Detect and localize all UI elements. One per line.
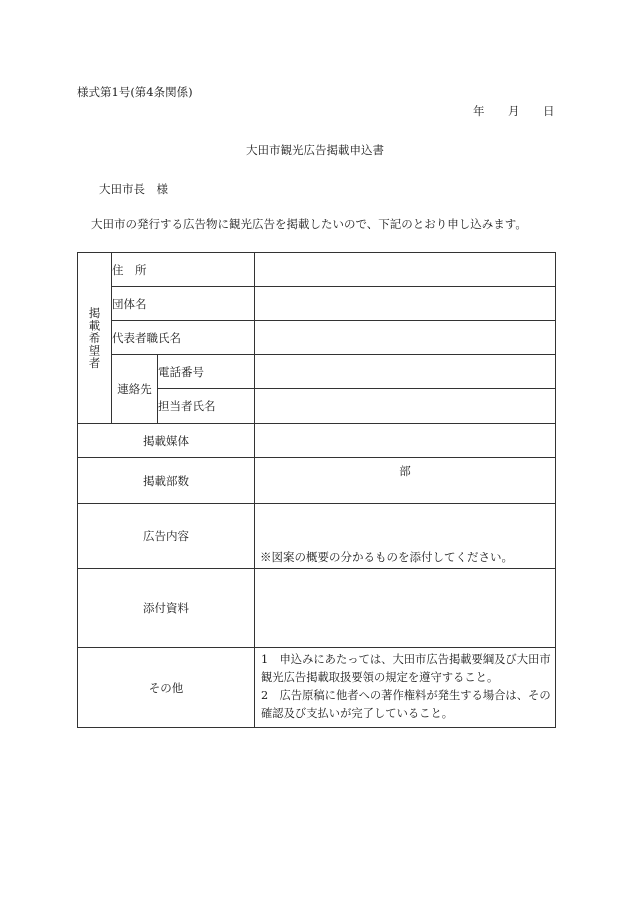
content-field[interactable] (255, 504, 556, 569)
media-label: 掲載媒体 (78, 424, 255, 458)
content-label: 広告内容 (78, 504, 255, 569)
application-form-table (77, 252, 556, 728)
date-year-label: 年 (473, 104, 485, 118)
address-label: 住 所 (112, 253, 255, 287)
person-in-charge-label: 担当者氏名 (158, 389, 255, 424)
other-note-2: 2 広告原稿に他者への著作権料が発生する場合は、その確認及び支払いが完了していること。 (261, 689, 551, 720)
copies-label: 掲載部数 (78, 458, 255, 504)
applicant-group-label: 掲載希望者 (78, 253, 112, 424)
intro-text: 大田市の発行する広告物に観光広告を掲載したいので、下記のとおり申し込みます。 (91, 217, 527, 231)
attachments-field[interactable] (255, 569, 556, 648)
person-in-charge-field[interactable] (255, 389, 556, 424)
document-title: 大田市観光広告掲載申込書 (246, 143, 384, 157)
date-day-label: 日 (543, 104, 555, 118)
addressee: 大田市長 様 (99, 182, 168, 196)
copies-field[interactable] (255, 458, 556, 504)
org-name-label: 団体名 (112, 287, 255, 321)
attachments-label: 添付資料 (78, 569, 255, 648)
content-note: ※図案の概要の分かるものを添付してください。 (260, 550, 513, 564)
address-field[interactable] (255, 253, 556, 287)
representative-field[interactable] (255, 321, 556, 355)
representative-label: 代表者職氏名 (112, 321, 255, 355)
contact-label: 連絡先 (112, 355, 158, 424)
form-number: 様式第1号(第4条関係) (77, 85, 193, 99)
copies-unit: 部 (399, 464, 411, 478)
date-month-label: 月 (508, 104, 520, 118)
media-field[interactable] (255, 424, 556, 458)
other-label: その他 (78, 648, 255, 728)
org-name-field[interactable] (255, 287, 556, 321)
phone-label: 電話番号 (158, 355, 255, 389)
phone-field[interactable] (255, 355, 556, 389)
other-note-1: 1 申込みにあたっては、大田市広告掲載要綱及び大田市観光広告掲載取扱要領の規定を遵守すること。 (261, 653, 551, 684)
other-notes (255, 648, 556, 728)
